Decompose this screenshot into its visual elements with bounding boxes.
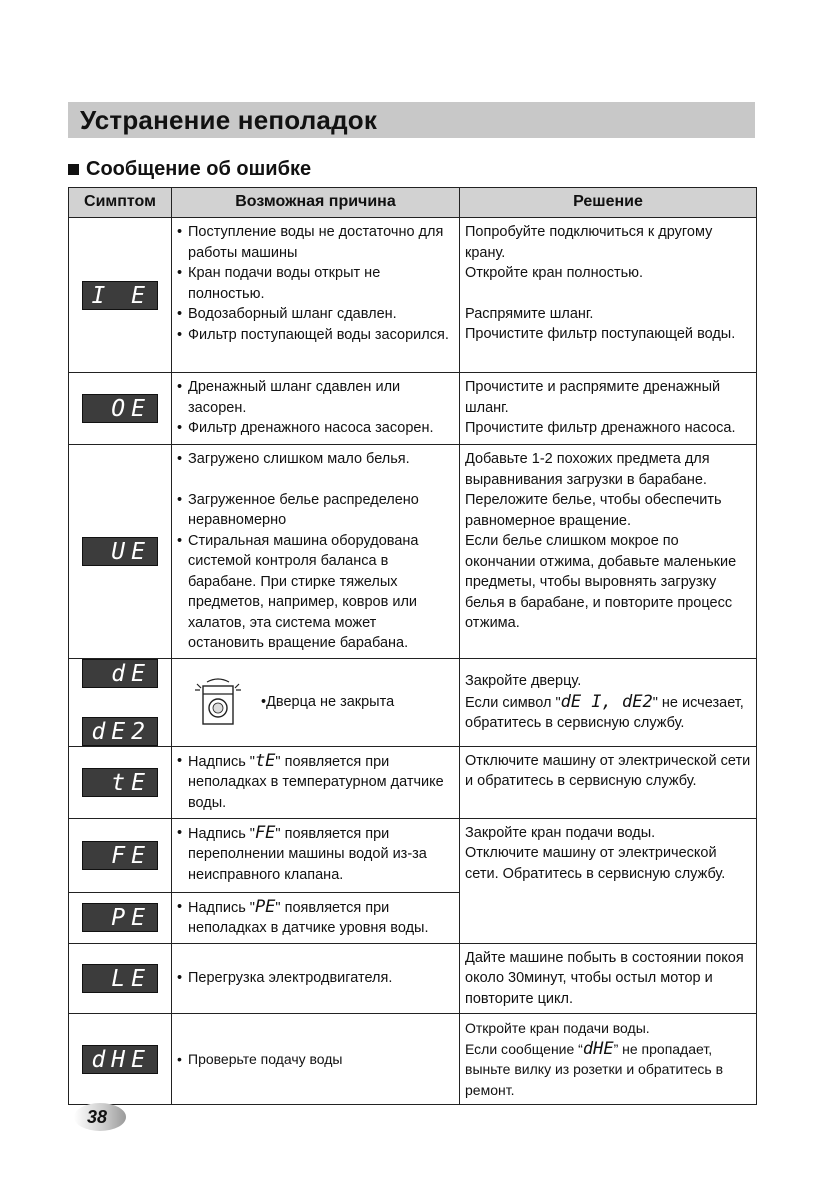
title-bar bbox=[68, 102, 755, 138]
symptom-cell bbox=[69, 943, 172, 1014]
symptom-cell bbox=[69, 818, 172, 892]
list-item: • Фильтр дренажного насоса засорен. bbox=[177, 418, 455, 439]
symptom-cell bbox=[69, 892, 172, 943]
symptom-cell bbox=[69, 218, 172, 373]
error-code-display: tE bbox=[82, 768, 158, 797]
solution-text: Распрямите шланг. bbox=[465, 305, 594, 322]
solution-text: Прочистите и распрямите дренажный шланг. bbox=[465, 379, 721, 416]
cause-cell bbox=[172, 892, 460, 943]
solution-cell bbox=[460, 445, 757, 659]
section-title: Сообщение об ошибке bbox=[86, 158, 312, 180]
table-row bbox=[69, 1014, 757, 1105]
list-item: • Проверьте подачу воды bbox=[177, 1049, 455, 1070]
symptom-cell bbox=[69, 659, 172, 747]
inline-error-code: dE I, dE2 bbox=[560, 691, 653, 712]
solution-text: Закройте кран подачи воды. bbox=[465, 824, 656, 841]
header-cause: Возможная причина bbox=[172, 188, 460, 218]
solution-text: Если сообщение “dHE” не пропадает, выньте вилку из розетки и обратитесь в ремонт. bbox=[465, 1038, 724, 1098]
table-header-row bbox=[69, 188, 757, 218]
solution-text: Закройте дверцу. bbox=[465, 673, 582, 689]
solution-cell bbox=[460, 818, 757, 943]
table-row bbox=[69, 818, 757, 892]
solution-text: Прочистите фильтр дренажного насоса. bbox=[465, 420, 736, 436]
solution-text: Переложите белье, чтобы обеспечить равномерное вращение. bbox=[465, 492, 722, 529]
solution-text: Прочистите фильтр поступающей воды. bbox=[465, 326, 736, 342]
error-code-display: I E bbox=[82, 281, 158, 310]
list-item: • Надпись "tE" появляется при неполадках в температурном датчике воды. bbox=[177, 751, 455, 814]
cause-cell bbox=[172, 445, 460, 659]
square-bullet-icon bbox=[68, 164, 79, 175]
inline-error-code: PE bbox=[254, 896, 276, 917]
list-item: • Кран подачи воды открыт не полностью. bbox=[177, 263, 455, 304]
solution-text: Если белье слишком мокрое по окончании отжима, добавьте маленькие предметы, чтобы выровнять загрузку белья в барабане, и повторите процесс отжима. bbox=[465, 533, 737, 631]
error-code-display: PE bbox=[82, 903, 158, 932]
error-code-display: dHE bbox=[82, 1045, 158, 1074]
list-item: • Поступление воды не достаточно для работы машины bbox=[177, 222, 455, 263]
symptom-cell bbox=[69, 445, 172, 659]
page-number: 38 bbox=[87, 1107, 108, 1127]
solution-cell bbox=[460, 943, 757, 1014]
solution-cell bbox=[460, 373, 757, 445]
inline-error-code: dHE bbox=[582, 1038, 614, 1059]
header-symptom: Симптом bbox=[69, 188, 172, 218]
table-row bbox=[69, 943, 757, 1014]
table-row bbox=[69, 445, 757, 659]
inline-error-code: FE bbox=[254, 822, 276, 843]
solution-cell bbox=[460, 218, 757, 373]
solution-text: Отключите машину от электрической сети. Обратитесь в сервисную службу. bbox=[465, 845, 726, 882]
cause-cell: • Дверца не закрыта bbox=[172, 659, 460, 747]
error-code-display: FE bbox=[82, 841, 158, 870]
solution-text: Отключите машину от электрической сети и обратитесь в сервисную службу. bbox=[465, 752, 751, 789]
solution-text: Добавьте 1-2 похожих предмета для выравнивания загрузки в барабане. bbox=[465, 451, 710, 488]
solution-cell bbox=[460, 1014, 757, 1105]
list-item: • Загруженное белье распределено неравномерно bbox=[177, 490, 455, 531]
table-row bbox=[69, 746, 757, 818]
list-item: • Надпись "PE" появляется при неполадках в датчике уровня воды. bbox=[177, 897, 455, 939]
page-number-badge bbox=[70, 1102, 126, 1132]
inline-error-code: tE bbox=[254, 750, 276, 771]
cause-text: Дверца не закрыта bbox=[266, 694, 395, 710]
list-item: • Фильтр поступающей воды засорился. bbox=[177, 325, 455, 346]
symptom-cell bbox=[69, 746, 172, 818]
cause-cell bbox=[172, 1014, 460, 1105]
table-row bbox=[69, 218, 757, 373]
header-solution: Решение bbox=[460, 188, 757, 218]
solution-text: Откройте кран полностью. bbox=[465, 265, 644, 281]
list-item: • Надпись "FE" появляется при переполнении машины водой из-за неисправного клапана. bbox=[177, 823, 455, 886]
error-code-display: LE bbox=[82, 964, 158, 993]
table-row bbox=[69, 373, 757, 445]
solution-cell bbox=[460, 659, 757, 747]
solution-text: Откройте кран подачи воды. bbox=[465, 1020, 650, 1036]
cause-cell bbox=[172, 943, 460, 1014]
error-code-display: OE bbox=[82, 394, 158, 423]
washing-machine-door-icon bbox=[183, 678, 253, 726]
symptom-cell bbox=[69, 1014, 172, 1105]
list-item: • Водозаборный шланг сдавлен. bbox=[177, 304, 455, 325]
list-item: • Дренажный шланг сдавлен или засорен. bbox=[177, 377, 455, 418]
error-table bbox=[68, 187, 757, 1105]
list-item: • Стиральная машина оборудована системой контроля баланса в барабане. При стирке тяжелых предметов, например, ковров или халатов, эта система может остановить вращение барабана. bbox=[177, 531, 455, 654]
cause-cell bbox=[172, 373, 460, 445]
cause-cell bbox=[172, 746, 460, 818]
list-item: • Загружено слишком мало белья. bbox=[177, 449, 455, 470]
solution-text: Дайте машине побыть в состоянии покоя около 30минут, чтобы остыл мотор и повторите цикл. bbox=[465, 949, 744, 1007]
error-code-display: dE I bbox=[82, 659, 158, 688]
list-item: • Перегрузка электродвигателя. bbox=[177, 968, 455, 989]
error-code-display: UE bbox=[82, 537, 158, 566]
table-row bbox=[69, 659, 757, 747]
cause-cell bbox=[172, 818, 460, 892]
solution-cell bbox=[460, 746, 757, 818]
solution-text: Если символ "dE I, dE2" не исчезает, обратитесь в сервисную службу. bbox=[465, 691, 744, 731]
section-heading bbox=[68, 158, 311, 181]
cause-cell bbox=[172, 218, 460, 373]
error-code-display: dE2 bbox=[82, 717, 158, 746]
solution-text: Попробуйте подключиться к другому крану. bbox=[465, 224, 713, 261]
page-title: Устранение неполадок bbox=[80, 104, 378, 135]
symptom-cell bbox=[69, 373, 172, 445]
